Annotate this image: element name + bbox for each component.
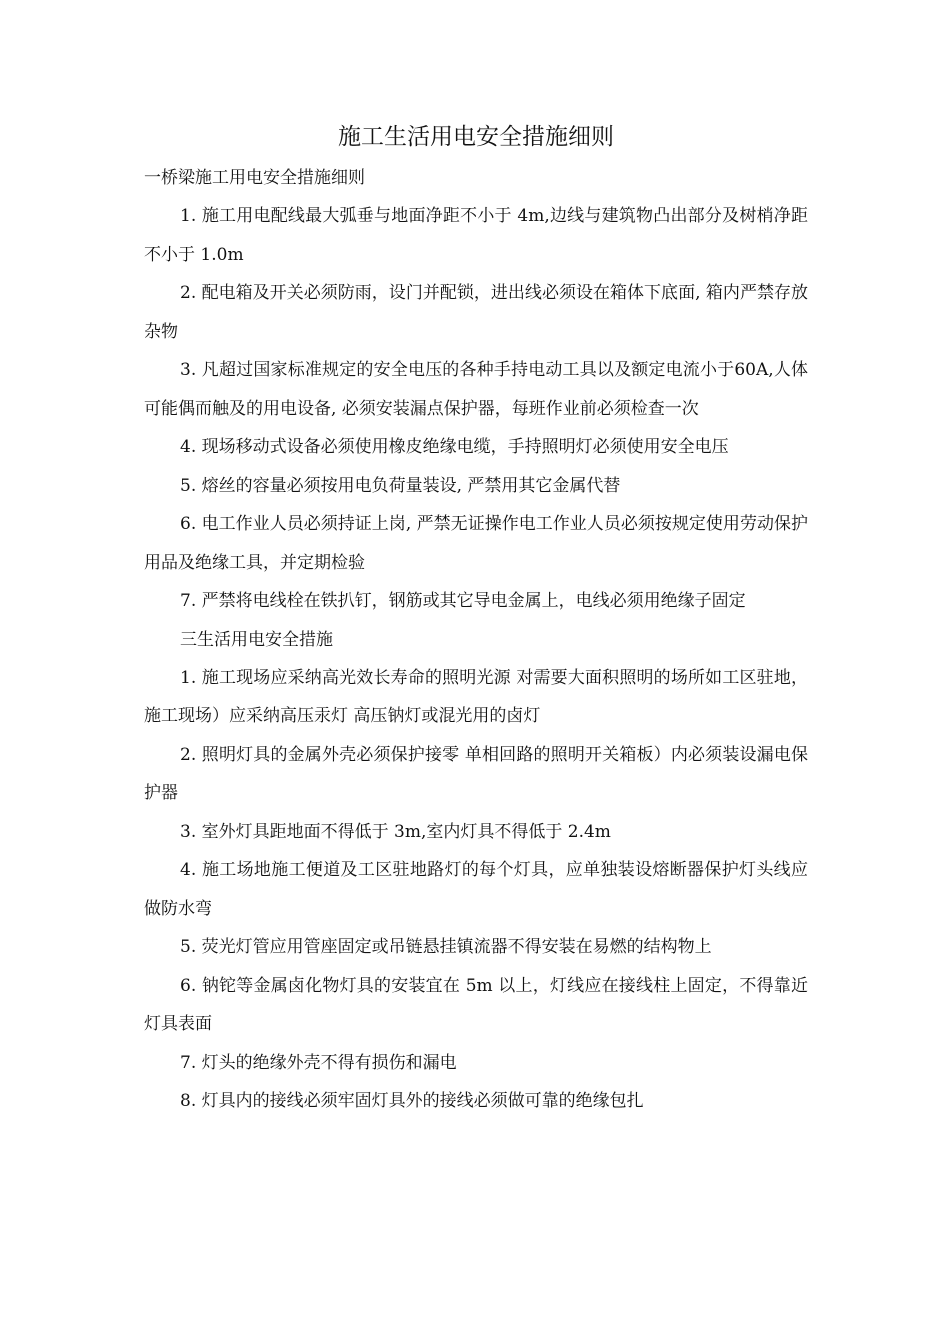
- living-item-6: 6. 钠铊等金属卤化物灯具的安装宜在 5m 以上，灯线应在接线柱上固定，不得靠近灯具表面: [144, 975, 808, 1034]
- bridge-item-6: 6. 电工作业人员必须持证上岗, 严禁无证操作电工作业人员必须按规定使用劳动保护用品及绝缘工具，并定期检验: [144, 514, 808, 573]
- bridge-item-1: 1. 施工用电配线最大弧垂与地面净距不小于 4m,边线与建筑物凸出部分及树梢净距不小于 1.0m: [144, 206, 808, 265]
- document-page: [144, 118, 808, 1121]
- section-heading-living: 三生活用电安全措施: [180, 629, 333, 650]
- living-item-3: 3. 室外灯具距地面不得低于 3m,室内灯具不得低于 2.4m: [180, 821, 611, 842]
- document-title: 施工生活用电安全措施细则: [338, 124, 614, 150]
- living-item-8: 8. 灯具内的接线必须牢固灯具外的接线必须做可靠的绝缘包扎: [180, 1091, 644, 1111]
- section-heading-bridge: 一桥梁施工用电安全措施细则: [144, 168, 365, 188]
- living-item-2: 2. 照明灯具的金属外壳必须保护接零 单相回路的照明开关箱板）内必须装设漏电保护器: [144, 744, 808, 803]
- living-item-4: 4. 施工场地施工便道及工区驻地路灯的每个灯具，应单独装设熔断器保护灯头线应做防水弯: [144, 860, 808, 919]
- living-item-5: 5. 荧光灯管应用管座固定或吊链悬挂镇流器不得安装在易燃的结构物上: [180, 937, 712, 957]
- bridge-item-5: 5. 熔丝的容量必须按用电负荷量装设, 严禁用其它金属代替: [180, 475, 621, 496]
- bridge-item-2: 2. 配电箱及开关必须防雨，设门并配锁，进出线必须设在箱体下底面, 箱内严禁存放杂物: [144, 283, 808, 342]
- bridge-item-7: 7. 严禁将电线栓在铁扒钉，钢筋或其它导电金属上，电线必须用绝缘子固定: [180, 591, 746, 611]
- living-item-1: 1. 施工现场应采纳高光效长寿命的照明光源 对需要大面积照明的场所如工区驻地，施工现场）应采纳高压汞灯 高压钠灯或混光用的卤灯: [144, 667, 808, 726]
- living-item-7: 7. 灯头的绝缘外壳不得有损伤和漏电: [180, 1052, 457, 1073]
- bridge-item-4: 4. 现场移动式设备必须使用橡皮绝缘电缆，手持照明灯必须使用安全电压: [180, 437, 729, 457]
- bridge-item-3: 3. 凡超过国家标准规定的安全电压的各种手持电动工具以及额定电流小于60A,人体可能偶而触及的用电设备, 必须安装漏点保护器，每班作业前必须检查一次: [144, 360, 808, 419]
